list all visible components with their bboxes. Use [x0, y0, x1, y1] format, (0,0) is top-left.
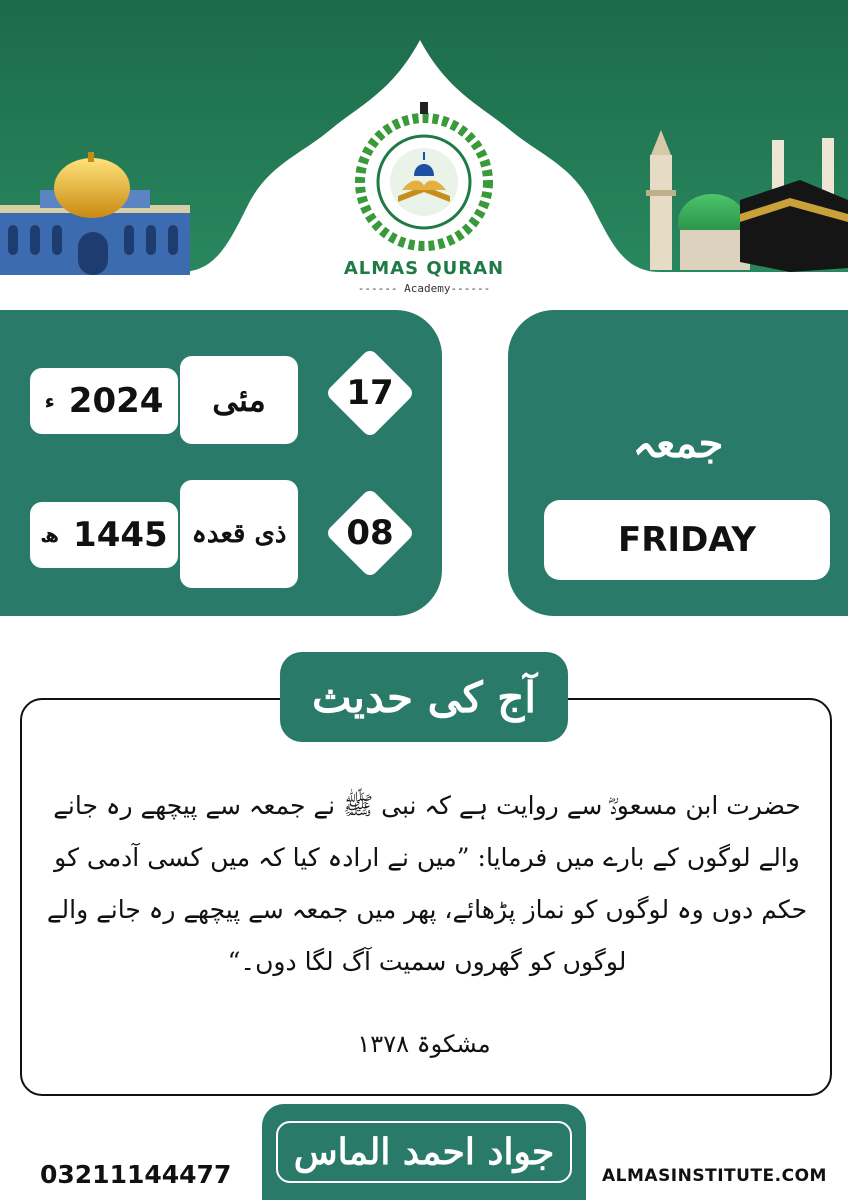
header-banner	[0, 0, 848, 300]
hijri-year: 1445	[73, 515, 168, 555]
gregorian-day: 17	[346, 373, 394, 413]
gregorian-year-pill	[30, 368, 178, 434]
gregorian-suffix: ء	[44, 389, 55, 413]
gregorian-month: مئی	[212, 381, 266, 419]
author-name: جواد احمد الماس	[276, 1121, 572, 1183]
hijri-month-pill	[180, 480, 298, 588]
logo-subtitle: ------ Academy------	[357, 282, 491, 295]
gregorian-year: 2024	[68, 381, 164, 421]
hijri-suffix: ھ	[40, 523, 60, 547]
hijri-day-diamond	[326, 484, 414, 582]
phone-number: 03211144477	[40, 1160, 232, 1189]
hadith-title: آج کی حدیث	[312, 672, 536, 722]
gregorian-month-pill	[180, 356, 298, 444]
weekday-english: FRIDAY	[618, 520, 756, 560]
logo-title: ALMAS QURAN	[343, 258, 505, 279]
weekday-english-pill	[544, 500, 830, 580]
hijri-year-pill	[30, 502, 178, 568]
weekday-urdu: جمعہ	[632, 420, 724, 467]
hadith-reference: مشکوۃ ۱۳۷۸	[357, 1030, 491, 1058]
author-name-box	[262, 1104, 586, 1200]
hadith-title-box	[280, 652, 568, 742]
gregorian-day-diamond	[326, 344, 414, 442]
hijri-month: ذی قعدہ	[191, 519, 287, 549]
website-link[interactable]: ALMASINSTITUTE.COM	[602, 1166, 827, 1186]
hadith-text: حضرت ابن مسعودؓ سے روایت ہے کہ نبی ﷺ نے جمعہ سے پیچھے رہ جانے والے لوگوں کے بارے میں فرمایا: ”میں نے ارادہ کیا کہ میں کسی آدمی کو حکم دوں وہ لوگوں کو نماز پڑھائے، پھر میں جمعہ سے پیچھے رہ جانے والے لوگوں کو گھروں سمیت آگ لگا دوں۔“	[46, 791, 808, 976]
hijri-day: 08	[346, 513, 394, 553]
